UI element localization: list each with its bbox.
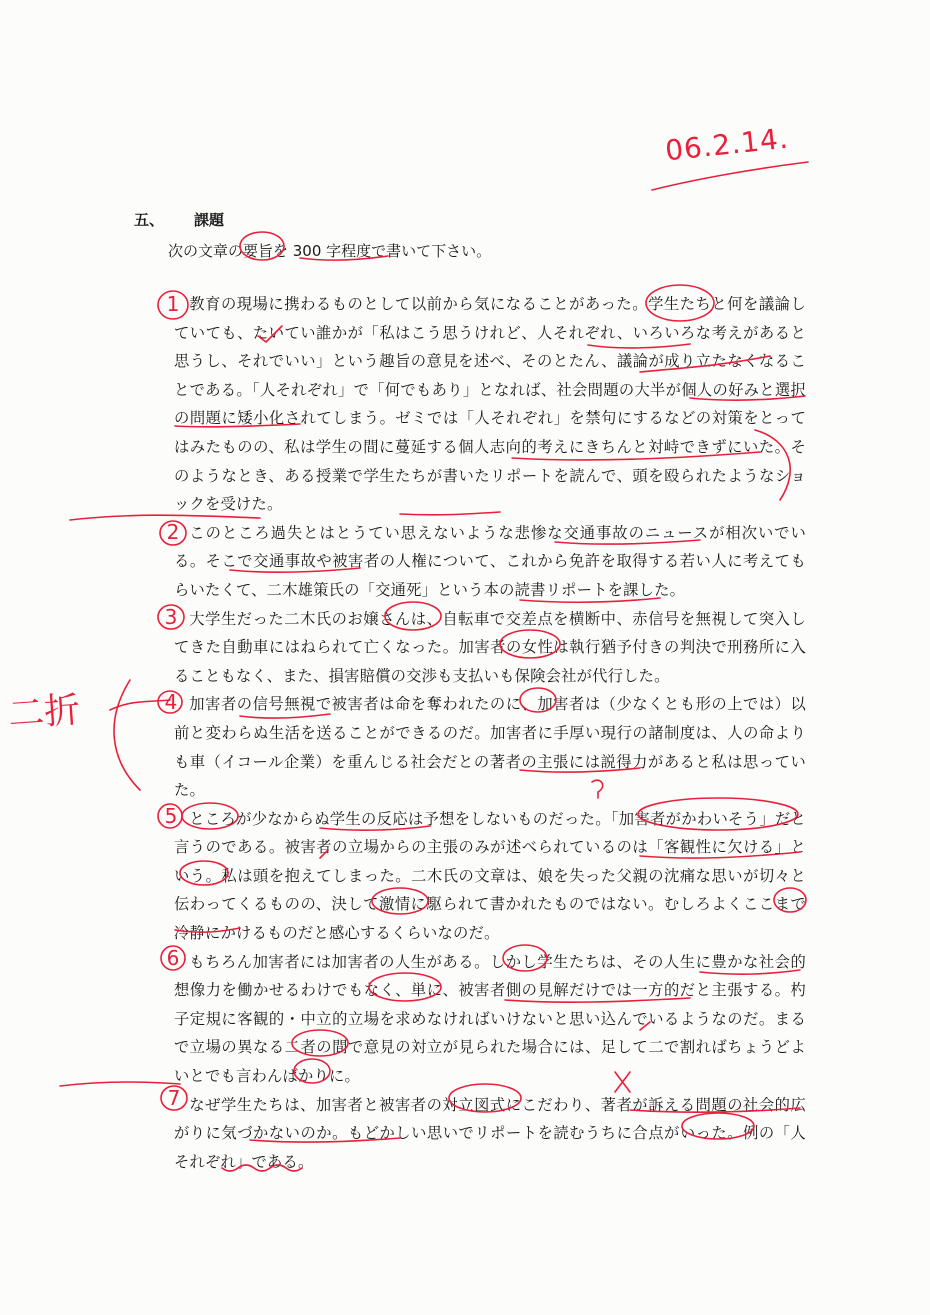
paragraph-marker-5: 5 — [164, 804, 178, 828]
paragraph-marker-6: 6 — [166, 946, 180, 970]
handwritten-date: 06.2.14. — [663, 121, 791, 168]
paragraph-marker-3: 3 — [164, 605, 178, 629]
section-heading — [134, 209, 224, 230]
paragraph-7: なぜ学生たちは、加害者と被害者の対立図式にこだわり、著者が訴える問題の社会的広がりに気づかないのか。もどかしい思いでリポートを読むうちに合点がいった。例の「人それぞれ」である。 — [174, 1095, 806, 1171]
task-instruction: 次の文章の要旨を 300 字程度で書いて下さい。 — [168, 242, 492, 260]
paragraph-marker-4: 4 — [164, 690, 178, 714]
paragraph-1: 教育の現場に携わるものとして以前から気になることがあった。学生たちと何を議論していても、たいてい誰かが「私はこう思うけれど、人それぞれ、いろいろな考えがあると思うし、それでいい」という趣旨の意見を述べ、そのとたん、議論が成り立たなくなることである。「人それぞれ」で「何でもあり」となれば、社会問題の大半が個人の好みと選択の問題に矮小化されてしまう。ゼミでは「人それぞれ」を禁句にするなどの対策をとってはみたものの、私は学生の間に蔓延する個人志向的考えにきちんと対峙できずにいた。そのようなとき、ある授業で学生たちが書いたリポートを読んで、頭を殴られたようなショックを受けた。 — [174, 295, 806, 514]
paragraph-5: ところが少なからぬ学生の反応は予想をしないものだった。「加害者がかわいそう」だと言うのである。被害者の立場からの主張のみが述べられているのは「客観性に欠ける」という。私は頭を抱えてしまった。二木氏の文章は、娘を失った父親の沈痛な思いが切々と伝わってくるものの、決して激情に駆られて書かれたものではない。むしろよくここまで冷静にかけるものだと感心するくらいなのだ。 — [174, 809, 806, 943]
divider-6-7 — [60, 1082, 180, 1086]
paragraph-4: 加害者の信号無視で被害者は命を奪われたのに、加害者は（少なくとも形の上では）以前と変わらぬ生活を送ることができるのだ。加害者に手厚い現行の諸制度は、人の命よりも車（イコール企業）を重んじる社会だとの著者の主張には説得力があると私は思っていた。 — [174, 695, 806, 800]
paragraph-2: このところ過失とはとうてい思えないような悲惨な交通事故のニュースが相次いでいる。そこで交通事故や被害者の人権について、これから免許を取得する若い人に考えてもらいたくて、二木雄策氏の「交通死」という本の読書リポートを課した。 — [174, 523, 806, 599]
section-title: 課題 — [194, 211, 225, 229]
paragraph-marker-2: 2 — [166, 520, 180, 544]
paragraph-marker-7: 7 — [167, 1086, 181, 1110]
margin-note-bracket — [114, 680, 140, 790]
paragraph-6: もちろん加害者には加害者の人生がある。しかし学生たちは、その人生に豊かな社会的想像力を働かせるわけでもなく、単に、被害者側の見解だけでは一方的だと主張する。杓子定規に客観的・中立的立場を求めなければいけないと思い込んでいるようなのだ。まるで立場の異なる二者の間で意見の対立が見られた場合には、足して二で割ればちょうどよいとでも言わんばかりに。 — [174, 952, 806, 1086]
essay-body — [174, 290, 806, 1176]
paragraph-marker-1: 1 — [166, 292, 180, 316]
margin-note: 二折 — [6, 689, 82, 736]
paragraph-3: 大学生だった二木氏のお嬢さんは、自転車で交差点を横断中、赤信号を無視して突入してきた自動車にはねられて亡くなった。加害者の女性は執行猶予付きの判決で刑務所に入ることもなく、また、損害賠償の交渉も支払いも保険会社が代行した。 — [174, 609, 806, 685]
section-number: 五、 — [134, 211, 165, 229]
